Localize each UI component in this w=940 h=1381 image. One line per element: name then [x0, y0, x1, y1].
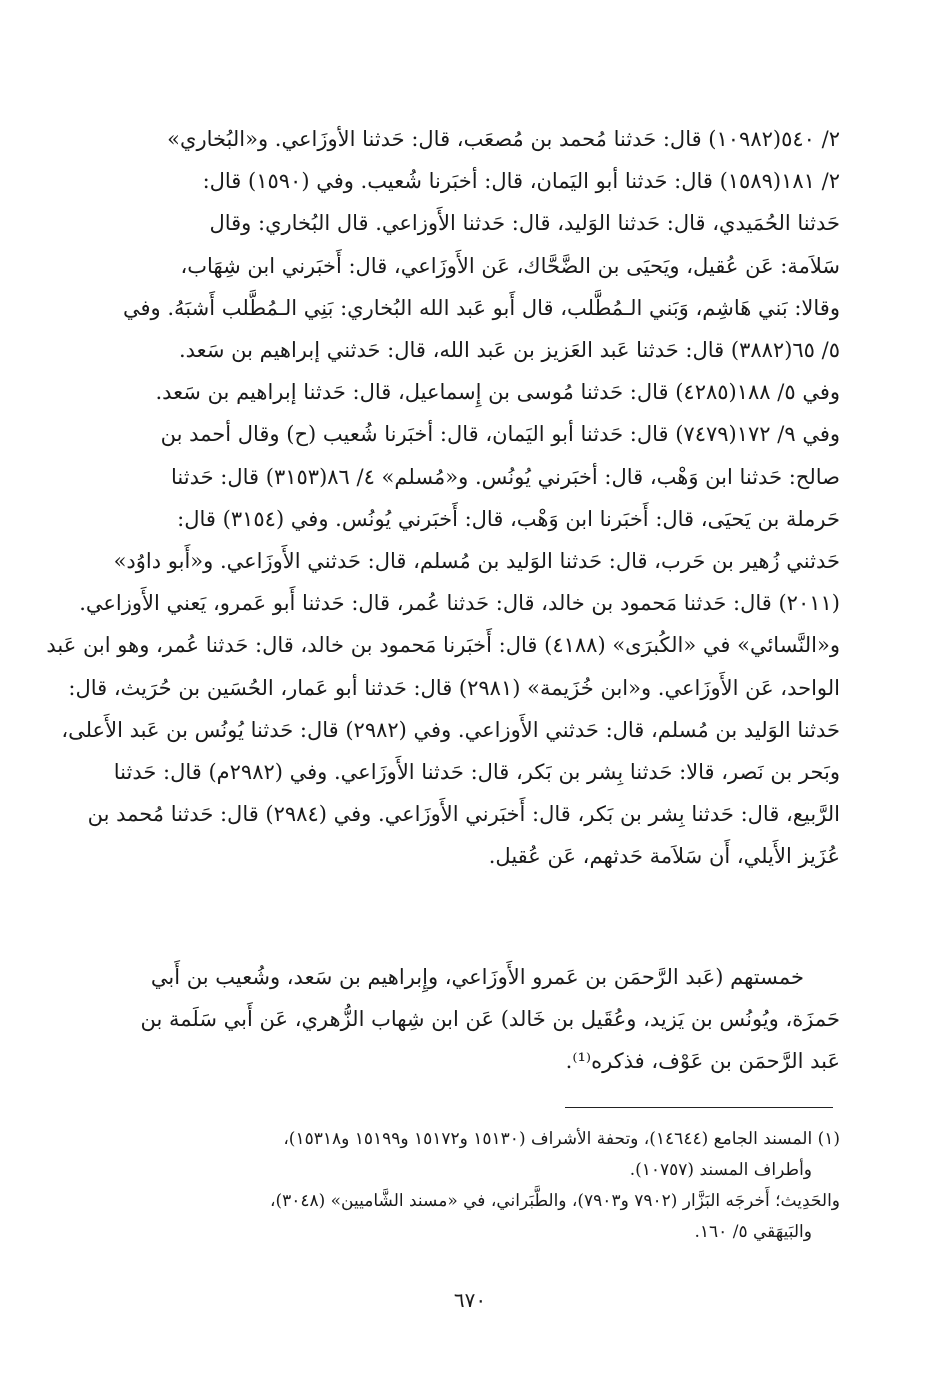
text-line: صالح: حَدثنا ابن وَهْب، قال: أخبَرني يُونُس. و«مُسلم» ٤/ ٨٦(٣١٥٣) قال: حَدثنا	[171, 464, 840, 489]
text-line: وبَحر بن نَصر، قالا: حَدثنا بِشر بن بَكر، قال: حَدثنا الأَوزَاعي. وفي (٢٩٨٢م) قال: حَدثنا	[113, 760, 840, 785]
text-line: حَرملة بن يَحيَى، قال: أَخبَرنا ابن وَهْب، قال: أَخبَرني يُونُس. وفي (٣١٥٤) قال:	[177, 506, 840, 531]
footnote-divider	[565, 1107, 833, 1108]
text-line: الرَّبيع، قال: حَدثنا بِشر بن بَكر، قال: أَخبَرني الأَوزَاعي. وفي (٢٩٨٤) قال: حَدثنا مُحمد بن	[87, 802, 840, 827]
text-line: حَدثنا الوَليد بن مُسلم، قال: حَدثني الأَوزاعي. وفي (٢٩٨٢) قال: حَدثنا يُونُس بن عَبد الأَعلى،	[61, 717, 840, 742]
summary-paragraph	[96, 956, 840, 1083]
footnote-line: (١) المسند الجامع (١٤٦٤٤)، وتحفة الأشراف (١٥١٣٠ و١٥١٧٢ و١٥١٩٩ و١٥٣١٨)،	[283, 1129, 840, 1149]
text-line: (٢٠١١) قال: حَدثنا مَحمود بن خالد، قال: حَدثنا عُمر، قال: حَدثنا أَبو عَمرو، يَعني الأَوزاعي.	[79, 591, 840, 616]
text-line: وفي ٥/ ١٨٨(٤٢٨٥) قال: حَدثنا مُوسى بن إِسماعيل، قال: حَدثنا إبراهيم بن سَعد.	[155, 380, 840, 405]
text-line: عُزَيز الأَيلي، أَن سَلاَمة حَدثهم، عَن عُقيل.	[488, 844, 840, 869]
text-line: خمستهم (عَبد الرَّحمَن بن عَمرو الأَوزَاعي، وإِبراهيم بن سَعد، وشُعيب بن أَبي	[150, 965, 804, 989]
footnote-line: والحَدِيث؛ أَخرجَه البَزَّار (٧٩٠٢ و٧٩٠٣)، والطَّبَراني، في «مسند الشَّاميين» (٣٠٤٨)،	[269, 1191, 840, 1211]
text-line: الواحد، عَن الأَوزَاعي. و«ابن خُزَيمة» (٢٩٨١) قال: حَدثنا أبو عَمار، الحُسَين بن حُرَيث، قال:	[68, 675, 840, 700]
text-line: و«النَّسائي» في «الكُبرَى» (٤١٨٨) قال: أَخبَرنا مَحمود بن خالد، قال: حَدثنا عُمر، وهو ابن عَبد	[46, 633, 840, 658]
text-line: ٥/ ٦٥(٣٨٨٢) قال: حَدثنا عَبد العَزيز بن عَبد الله، قال: حَدثني إبراهيم بن سَعد.	[178, 338, 840, 363]
footnotes	[96, 1124, 840, 1248]
text-line: حَدثنا الحُمَيدي، قال: حَدثنا الوَليد، قال: حَدثنا الأَوزاعي. قال البُخاري: وقال	[209, 211, 840, 236]
text-line: وقالا: بَني هَاشِم، وَبَني الـمُطَّلب، قال أَبو عَبد الله البُخاري: بَنِي الـمُطَّلب أَشبَهُ. وفي	[123, 295, 840, 320]
text-line: عَبد الرَّحمَن بن عَوْف، فذكره⁽¹⁾.	[565, 1049, 840, 1074]
hadith-sources-paragraph	[46, 118, 840, 878]
text-line: حَمزَة، ويُونُس بن يَزيد، وعُقَيل بن خَالد) عَن ابن شِهاب الزُّهري، عَن أَبي سَلَمة بن	[140, 1007, 840, 1032]
page-number: ٦٧٠	[453, 1288, 487, 1312]
footnote-line: وأطراف المسند (١٠٧٥٧).	[629, 1160, 812, 1180]
text-line: حَدثني زُهير بن حَرب، قال: حَدثنا الوَليد بن مُسلم، قال: حَدثني الأَوزَاعي. و«أَبو داوُد»	[113, 549, 840, 574]
text-line: ٢/ ٥٤٠(١٠٩٨٢) قال: حَدثنا مُحمد بن مُصعَب، قال: حَدثنا الأوزَاعي. و«البُخاري»	[167, 127, 840, 151]
text-line: وفي ٩/ ١٧٢(٧٤٧٩) قال: حَدثنا أبو اليَمان، قال: أخبَرنا شُعيب (ح) وقال أحمد بن	[160, 422, 840, 447]
footnote-line: والبَيهَقي ٥/ ١٦٠.	[694, 1222, 812, 1242]
text-line: ٢/ ١٨١(١٥٨٩) قال: حَدثنا أبو اليَمان، قال: أخبَرنا شُعيب. وفي (١٥٩٠) قال:	[202, 169, 840, 194]
text-line: سَلاَمة: عَن عُقيل، ويَحيَى بن الضَّحَّاك، عَن الأَوزَاعي، قال: أَخبَرني ابن شِهَاب،	[180, 253, 840, 278]
